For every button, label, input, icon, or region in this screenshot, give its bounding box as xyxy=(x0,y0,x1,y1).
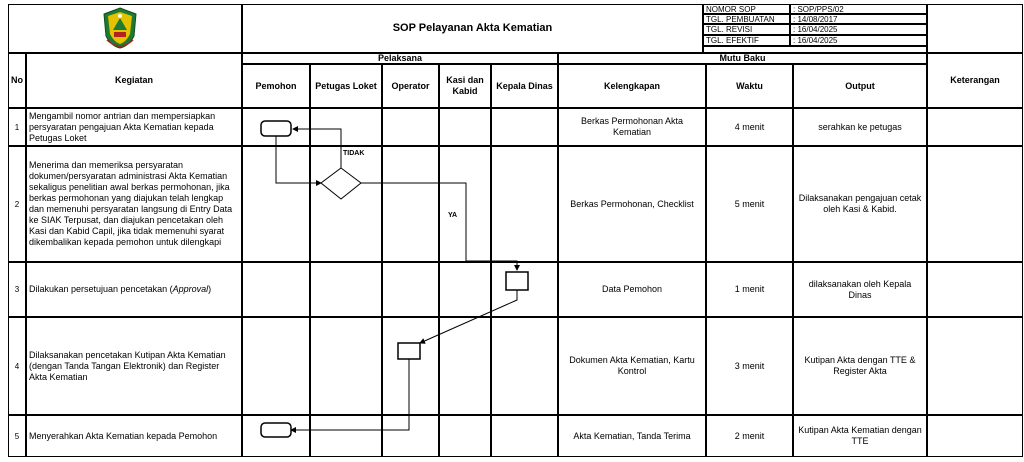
row-5-kegiatan: Menyerahkan Akta Kematian kepada Pemohon xyxy=(26,415,242,457)
col-header-pemohon: Pemohon xyxy=(242,64,310,108)
row-5-petugas-loket xyxy=(310,415,382,457)
row-4-operator xyxy=(382,317,439,415)
col-header-no: No xyxy=(8,53,26,108)
row-4-no: 4 xyxy=(8,317,26,415)
row-3-kepala-dinas xyxy=(491,262,558,317)
row-3-output: dilaksanakan oleh Kepala Dinas xyxy=(793,262,927,317)
col-header-pelaksana: Pelaksana xyxy=(242,53,558,64)
row-2-operator xyxy=(382,146,439,262)
row-2-kelengkapan: Berkas Permohonan, Checklist xyxy=(558,146,706,262)
row-3-pemohon xyxy=(242,262,310,317)
row-1-kasi-kabid xyxy=(439,108,491,146)
row-1-petugas-loket xyxy=(310,108,382,146)
row-2-waktu: 5 menit xyxy=(706,146,793,262)
row-3-kasi-kabid xyxy=(439,262,491,317)
col-header-kegiatan: Kegiatan xyxy=(26,53,242,108)
row-2-no: 2 xyxy=(8,146,26,262)
row-4-kepala-dinas xyxy=(491,317,558,415)
row-5-no: 5 xyxy=(8,415,26,457)
row-4-output: Kutipan Akta dengan TTE & Register Akta xyxy=(793,317,927,415)
row-2-kegiatan: Menerima dan memeriksa persyaratan dokumen/persyaratan administrasi Akta Kematian sekaligus penelitian awal berkas permohonan, jika berkas permohonan yang diajukan telah lengkap dan memenuhi persyaratan langsung di Entry Data ke SIAK Terpusat, dan diajukan pencetakan oleh Kasi dan Kabid Capil, jika tidak memenuhi syarat dikembalikan kepada pemohon untuk dilengkapi xyxy=(26,146,242,262)
meta-label-efektif: TGL. EFEKTIF xyxy=(703,35,790,46)
col-header-operator: Operator xyxy=(382,64,439,108)
row-2-kasi-kabid xyxy=(439,146,491,262)
row-5-output: Kutipan Akta Kematian dengan TTE xyxy=(793,415,927,457)
meta-value-efektif: : 16/04/2025 xyxy=(790,35,927,46)
row-2-pemohon xyxy=(242,146,310,262)
row-3-waktu: 1 menit xyxy=(706,262,793,317)
row-2-kepala-dinas xyxy=(491,146,558,262)
row-4-waktu: 3 menit xyxy=(706,317,793,415)
row-3-keterangan xyxy=(927,262,1023,317)
approval-term: Approval xyxy=(172,284,209,294)
row-5-operator xyxy=(382,415,439,457)
flow-label-tidak: TIDAK xyxy=(343,150,365,157)
row-5-pemohon xyxy=(242,415,310,457)
row-3-kegiatan-text: Dilakukan persetujuan pencetakan (Approval) xyxy=(29,284,212,294)
row-5-waktu: 2 menit xyxy=(706,415,793,457)
row-4-keterangan xyxy=(927,317,1023,415)
row-3-kelengkapan: Data Pemohon xyxy=(558,262,706,317)
col-header-kasi-kabid: Kasi dan Kabid xyxy=(439,64,491,108)
row-1-keterangan xyxy=(927,108,1023,146)
row-4-kegiatan: Dilaksanakan pencetakan Kutipan Akta Kematian (dengan Tanda Tangan Elektronik) dan Register Akta Kematian xyxy=(26,317,242,415)
row-1-no: 1 xyxy=(8,108,26,146)
row-1-kelengkapan: Berkas Permohonan Akta Kematian xyxy=(558,108,706,146)
row-3-petugas-loket xyxy=(310,262,382,317)
meta-value-revisi: : 16/04/2025 xyxy=(790,24,927,35)
row-1-output: serahkan ke petugas xyxy=(793,108,927,146)
row-3-kegiatan xyxy=(26,262,242,317)
meta-right-blank xyxy=(927,4,1023,53)
row-5-keterangan xyxy=(927,415,1023,457)
meta-label-pembuatan: TGL. PEMBUATAN xyxy=(703,14,790,24)
row-1-waktu: 4 menit xyxy=(706,108,793,146)
col-header-kelengkapan: Kelengkapan xyxy=(558,64,706,108)
row-1-operator xyxy=(382,108,439,146)
col-header-kepala-dinas: Kepala Dinas xyxy=(491,64,558,108)
row-5-kasi-kabid xyxy=(439,415,491,457)
col-header-mutu-baku: Mutu Baku xyxy=(558,53,927,64)
meta-filler xyxy=(703,46,927,53)
row-4-kasi-kabid xyxy=(439,317,491,415)
row-3-no: 3 xyxy=(8,262,26,317)
row-3-operator xyxy=(382,262,439,317)
row-5-kepala-dinas xyxy=(491,415,558,457)
row-2-output: Dilaksanakan pengajuan cetak oleh Kasi & Kabid. xyxy=(793,146,927,262)
flow-label-ya: YA xyxy=(448,212,458,219)
meta-value-nomor: : SOP/PPS/02 xyxy=(790,4,927,14)
row-4-pemohon xyxy=(242,317,310,415)
meta-label-revisi: TGL. REVISI xyxy=(703,24,790,35)
row-4-kelengkapan: Dokumen Akta Kematian, Kartu Kontrol xyxy=(558,317,706,415)
row-1-pemohon xyxy=(242,108,310,146)
col-header-waktu: Waktu xyxy=(706,64,793,108)
row-5-kelengkapan: Akta Kematian, Tanda Terima xyxy=(558,415,706,457)
regional-emblem-icon xyxy=(101,6,139,50)
row-2-petugas-loket xyxy=(310,146,382,262)
page-title: SOP Pelayanan Akta Kematian xyxy=(242,4,703,53)
meta-value-pembuatan: : 14/08/2017 xyxy=(790,14,927,24)
col-header-keterangan: Keterangan xyxy=(927,53,1023,108)
row-2-keterangan xyxy=(927,146,1023,262)
row-1-kepala-dinas xyxy=(491,108,558,146)
row-1-kegiatan: Mengambil nomor antrian dan mempersiapkan persyaratan pengajuan Akta Kematian kepada Petugas Loket xyxy=(26,108,242,146)
col-header-petugas-loket: Petugas Loket xyxy=(310,64,382,108)
col-header-output: Output xyxy=(793,64,927,108)
row-4-petugas-loket xyxy=(310,317,382,415)
meta-label-nomor: NOMOR SOP xyxy=(703,4,790,14)
